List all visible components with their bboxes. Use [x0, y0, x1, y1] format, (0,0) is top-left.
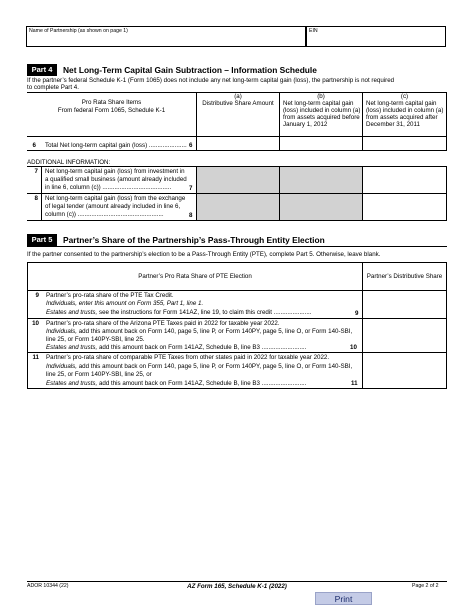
- partnership-name-field[interactable]: [26, 26, 306, 47]
- line8-text-3: column (c)) ..................................................: [45, 211, 164, 218]
- col-items-label-1: Pro Rata Share Items: [81, 99, 142, 106]
- part4-intro-1: If the partner’s federal Schedule K-1 (Form 1065) does not include any net long-term capital gain (loss), the partnership is not required: [27, 77, 395, 84]
- line9-input[interactable]: [363, 291, 446, 318]
- line9-text-2-content: Individuals, enter this amount on Form 355, Part 1, line 1.: [46, 300, 204, 307]
- line8-col-b-shaded: [280, 194, 362, 220]
- line7-text-3: in line 6, column (c)) ........................................: [45, 184, 172, 191]
- col-c-line-2: (loss) included in column (a): [366, 107, 444, 114]
- line8-box-number: 8: [189, 212, 193, 219]
- additional-info-heading: ADDITIONAL INFORMATION:: [27, 159, 111, 166]
- line7-col-c-input[interactable]: [363, 167, 446, 193]
- line10-text-3: line 25, or Form 140PY-SBI, line 25.: [46, 336, 145, 343]
- line11-input[interactable]: [363, 353, 446, 388]
- col-c-line-1: Net long-term capital gain: [366, 100, 437, 107]
- line11-text-4: Estates and trusts, add this amount back on Form 141AZ, Schedule B, line B3 ..........................: [46, 380, 307, 387]
- col-b-line-4: January 1, 2012: [283, 121, 328, 128]
- line8-text-1: Net long-term capital gain (loss) from the exchange: [45, 195, 186, 202]
- col-c-line-3: from assets acquired after: [366, 114, 438, 121]
- line10-text-4: Estates and trusts, add this amount back on Form 141AZ, Schedule B, line B3 ..........................: [46, 344, 307, 351]
- line8-col-a-shaded: [197, 194, 279, 220]
- line6-label: Total Net long-term capital gain (loss) ......................: [45, 142, 187, 149]
- part4-header: [27, 64, 447, 76]
- footer-form-title: AZ Form 165, Schedule K-1 (2022): [187, 583, 287, 590]
- ein-field[interactable]: [306, 26, 446, 47]
- line9-text-2: [46, 300, 203, 307]
- line10-text-2: Individuals, add this amount back on Form 140, page 5, line P, or Form 140PY, page 5, line O, or Form 140-SBI,: [46, 328, 353, 335]
- part4-line6-bottom: [27, 150, 447, 151]
- part5-col-right-header: Partner’s Distributive Share: [366, 273, 443, 280]
- line7-text-2: a qualified small business (amount already included: [45, 176, 187, 183]
- line7-box-number: 7: [189, 185, 193, 192]
- col-b-line-3: from assets acquired before: [283, 114, 360, 121]
- line8-text-2: of legal tender (amount already included in line 6,: [45, 203, 181, 210]
- part5-col-left-header: Partner’s Pro Rata Share of PTE Election: [138, 273, 252, 280]
- part4-badge: Part 4: [27, 64, 57, 76]
- line11-box-number: 11: [351, 380, 358, 387]
- col-a-label: Distributive Share Amount: [202, 100, 274, 107]
- footer-form-code: ADOR 10344 (22): [27, 583, 69, 589]
- partnership-name-label: Name of Partnership (as shown on page 1): [29, 28, 128, 34]
- part5-header: [27, 234, 447, 246]
- part5-badge: Part 5: [27, 234, 57, 246]
- col-b-letter: (b): [317, 93, 325, 100]
- line10-input[interactable]: [363, 319, 446, 352]
- col-a-letter: (a): [234, 93, 242, 100]
- line8-number: 8: [34, 195, 38, 202]
- line7-col-a-shaded: [197, 167, 279, 193]
- line11-text-2: Individuals, add this amount back on Form 140, page 5, line P, or Form 140PY, page 5, line O, or Form 140-SBI,: [46, 363, 353, 370]
- line6-col-a-input[interactable]: [197, 137, 279, 150]
- col-c-line-4: December 31, 2011: [366, 121, 420, 128]
- line10-number: 10: [32, 320, 39, 327]
- line7-number: 7: [34, 168, 38, 175]
- line9-text-1: Partner’s pro-rata share of the PTE Tax Credit.: [46, 292, 174, 299]
- footer-page-number: Page 2 of 2: [412, 583, 439, 589]
- col-c-letter: (c): [400, 93, 409, 100]
- col-items-label-2: From federal Form 1065, Schedule K-1: [57, 107, 166, 114]
- part4-title: Net Long-Term Capital Gain Subtraction – Information Schedule: [63, 65, 317, 75]
- line8-col-c-input[interactable]: [363, 194, 446, 220]
- col-b-line-1: Net long-term capital gain: [283, 100, 354, 107]
- line6-col-b-input[interactable]: [280, 137, 362, 150]
- line9-box-number: 9: [355, 310, 359, 317]
- ein-label: EIN: [309, 28, 318, 34]
- line7-text-1: Net long-term capital gain (loss) from investment in: [45, 168, 185, 175]
- print-button[interactable]: Print: [315, 592, 372, 605]
- line11-number: 11: [32, 354, 39, 361]
- line6-box-number: 6: [189, 142, 193, 149]
- line10-box-number: 10: [350, 344, 357, 351]
- col-b-line-2: (loss) included in column (a): [283, 107, 361, 114]
- line11-text-3: line 25, or Form 140PY-SBI, line 25, or: [46, 371, 152, 378]
- part5-intro: If the partner consented to the partnership’s election to be a Pass-Through Entity (PTE), complete Part 5. Otherwise, leave blank.: [27, 251, 381, 258]
- line6-number: 6: [32, 142, 36, 149]
- line10-text-1: Partner’s pro-rata share of the Arizona PTE Taxes paid in 2022 for taxable year 2022.: [46, 320, 280, 327]
- line9-number: 9: [35, 292, 39, 299]
- line9-text-3: Estates and trusts, see the instructions for Form 141AZ, line 19, to claim this credit ......................: [46, 309, 312, 316]
- line6-col-c-input[interactable]: [363, 137, 446, 150]
- line11-text-1: Partner’s pro-rata share of comparable PTE Taxes from other states paid in 2022 for taxable year 2022.: [46, 354, 330, 361]
- line7-col-b-shaded: [280, 167, 362, 193]
- part5-title: Partner’s Share of the Partnership’s Pass-Through Entity Election: [63, 235, 325, 245]
- part4-intro-2: to complete Part 4.: [27, 84, 79, 91]
